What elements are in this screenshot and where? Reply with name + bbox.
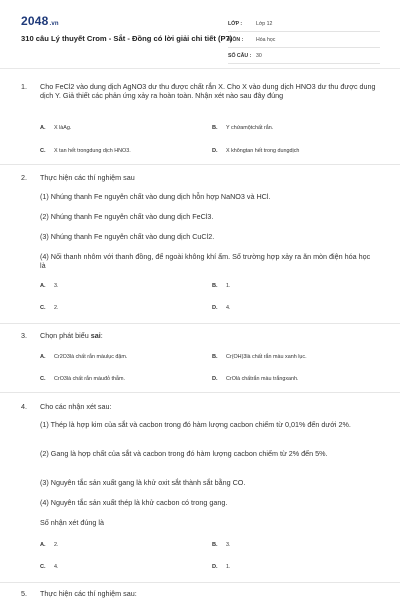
option-text: 4. — [226, 305, 231, 311]
meta-row-count — [228, 48, 380, 64]
site-logo[interactable] — [21, 14, 59, 28]
question-number: 4. — [21, 402, 27, 411]
option-text: X làAg. — [54, 125, 72, 131]
option-letter: C. — [40, 305, 46, 311]
option-b[interactable] — [212, 354, 307, 360]
option-letter: D. — [212, 305, 218, 311]
meta-row-class — [228, 16, 380, 32]
question-text-emphasis: sai — [90, 331, 101, 340]
option-letter: A. — [40, 125, 46, 131]
option-text: Cr(OH)3là chất rắn màu xanh lục. — [226, 354, 307, 360]
option-text: 2. — [54, 542, 59, 548]
option-letter: B. — [212, 283, 218, 289]
option-text: 1. — [226, 283, 231, 289]
question-text: Cho các nhận xét sau: — [40, 402, 112, 411]
option-b[interactable] — [212, 125, 273, 131]
option-c[interactable] — [40, 148, 131, 154]
option-a[interactable] — [40, 125, 71, 131]
question-number: 5. — [21, 589, 27, 598]
option-letter: C. — [40, 148, 46, 154]
option-c[interactable] — [40, 305, 59, 311]
meta-label: MÔN : — [228, 36, 244, 43]
logo-main: 2048 — [21, 14, 49, 28]
option-c[interactable] — [40, 376, 125, 382]
statement-1: (1) Nhúng thanh Fe nguyên chất vào dung dịch hỗn hợp NaNO3 và HCl. — [40, 192, 271, 201]
statement-4: (4) Nối thanh nhôm với thanh đồng, để ngoài không khí ẩm. Số trường hợp xảy ra ăn mòn điện hóa học là — [40, 252, 371, 271]
option-letter: D. — [212, 564, 218, 570]
question-text-suffix: : — [100, 331, 103, 340]
option-text: 3. — [226, 542, 231, 548]
option-a[interactable] — [40, 354, 127, 360]
question-text: Thực hiện các thí nghiệm sau: — [40, 589, 137, 598]
question-text-prefix: Chọn phát biểu — [40, 331, 91, 340]
question-text: Cho FeCl2 vào dung dịch AgNO3 dư thu được chất rắn X. Cho X vào dung dịch HNO3 dư thu được dung dịch Y. Giả thiết các phản ứng xảy ra hoàn toàn. Nhận xét nào sau đây đúng — [40, 82, 376, 101]
question-text: Thực hiện các thí nghiệm sau — [40, 173, 135, 182]
option-letter: D. — [212, 376, 218, 382]
statement-3: (3) Nhúng thanh Fe nguyên chất vào dung dịch CuCl2. — [40, 232, 215, 241]
question-number: 3. — [21, 331, 27, 340]
question-divider — [0, 392, 400, 393]
option-text: Y chứamộtchất rắn. — [226, 125, 274, 131]
statement-2: (2) Nhúng thanh Fe nguyên chất vào dung dịch FeCl3. — [40, 212, 214, 221]
question-text — [40, 331, 380, 340]
option-letter: C. — [40, 376, 46, 382]
document-title: 310 câu Lý thuyết Crom - Sắt - Đồng có lời giải chi tiết (P7) — [21, 34, 233, 43]
option-text: X khôngtan hết trong dungdịch — [226, 148, 300, 154]
option-letter: B. — [212, 354, 218, 360]
meta-value: Hóa học — [256, 36, 276, 43]
option-letter: C. — [40, 564, 46, 570]
option-letter: A. — [40, 354, 46, 360]
option-text: 3. — [54, 283, 59, 289]
option-c[interactable] — [40, 564, 59, 570]
meta-row-subject — [228, 32, 380, 48]
option-letter: D. — [212, 148, 218, 154]
option-d[interactable] — [212, 148, 299, 154]
statement-2: (2) Gang là hợp chất của sắt và cacbon trong đó hàm lượng cacbon chiếm từ 2% đến 5%. — [40, 449, 328, 458]
statement-prompt: Số nhận xét đúng là — [40, 518, 104, 527]
question-number: 2. — [21, 173, 27, 182]
option-b[interactable] — [212, 542, 231, 548]
option-text: Cr2O3là chất rắn màulục đậm. — [54, 354, 128, 360]
option-text: CrO3là chất rắn màuđỏ thẫm. — [54, 376, 126, 382]
header-divider — [0, 68, 400, 69]
meta-label: LỚP : — [228, 20, 243, 27]
statement-3: (3) Nguyên tắc sản xuất gang là khử oxit sắt thành sắt bằng CO. — [40, 478, 246, 487]
option-a[interactable] — [40, 542, 59, 548]
option-d[interactable] — [212, 376, 299, 382]
meta-value: 30 — [256, 52, 262, 59]
question-divider — [0, 164, 400, 165]
option-text: CrOlà chấtrắn màu trắngxanh. — [226, 376, 299, 382]
meta-label: SỐ CÂU : — [228, 52, 252, 59]
statement-4: (4) Nguyên tắc sản xuất thép là khử cacbon có trong gang. — [40, 498, 228, 507]
question-number: 1. — [21, 82, 27, 91]
logo-suffix: .vn — [49, 21, 59, 27]
option-text: X tan hết trongdung dịch HNO3. — [54, 148, 131, 154]
option-b[interactable] — [212, 283, 231, 289]
page-header — [0, 0, 400, 68]
question-divider — [0, 582, 400, 583]
option-text: 4. — [54, 564, 59, 570]
meta-value: Lớp 12 — [256, 20, 273, 27]
option-letter: A. — [40, 283, 46, 289]
option-text: 1. — [226, 564, 231, 570]
option-letter: A. — [40, 542, 46, 548]
option-d[interactable] — [212, 564, 231, 570]
option-text: 2. — [54, 305, 59, 311]
option-a[interactable] — [40, 283, 59, 289]
option-letter: B. — [212, 542, 218, 548]
statement-1: (1) Thép là hợp kim của sắt và cacbon trong đó hàm lượng cacbon chiếm từ 0,01% đến dưới 2%. — [40, 420, 351, 429]
meta-table — [228, 16, 380, 64]
option-letter: B. — [212, 125, 218, 131]
question-divider — [0, 323, 400, 324]
option-d[interactable] — [212, 305, 231, 311]
